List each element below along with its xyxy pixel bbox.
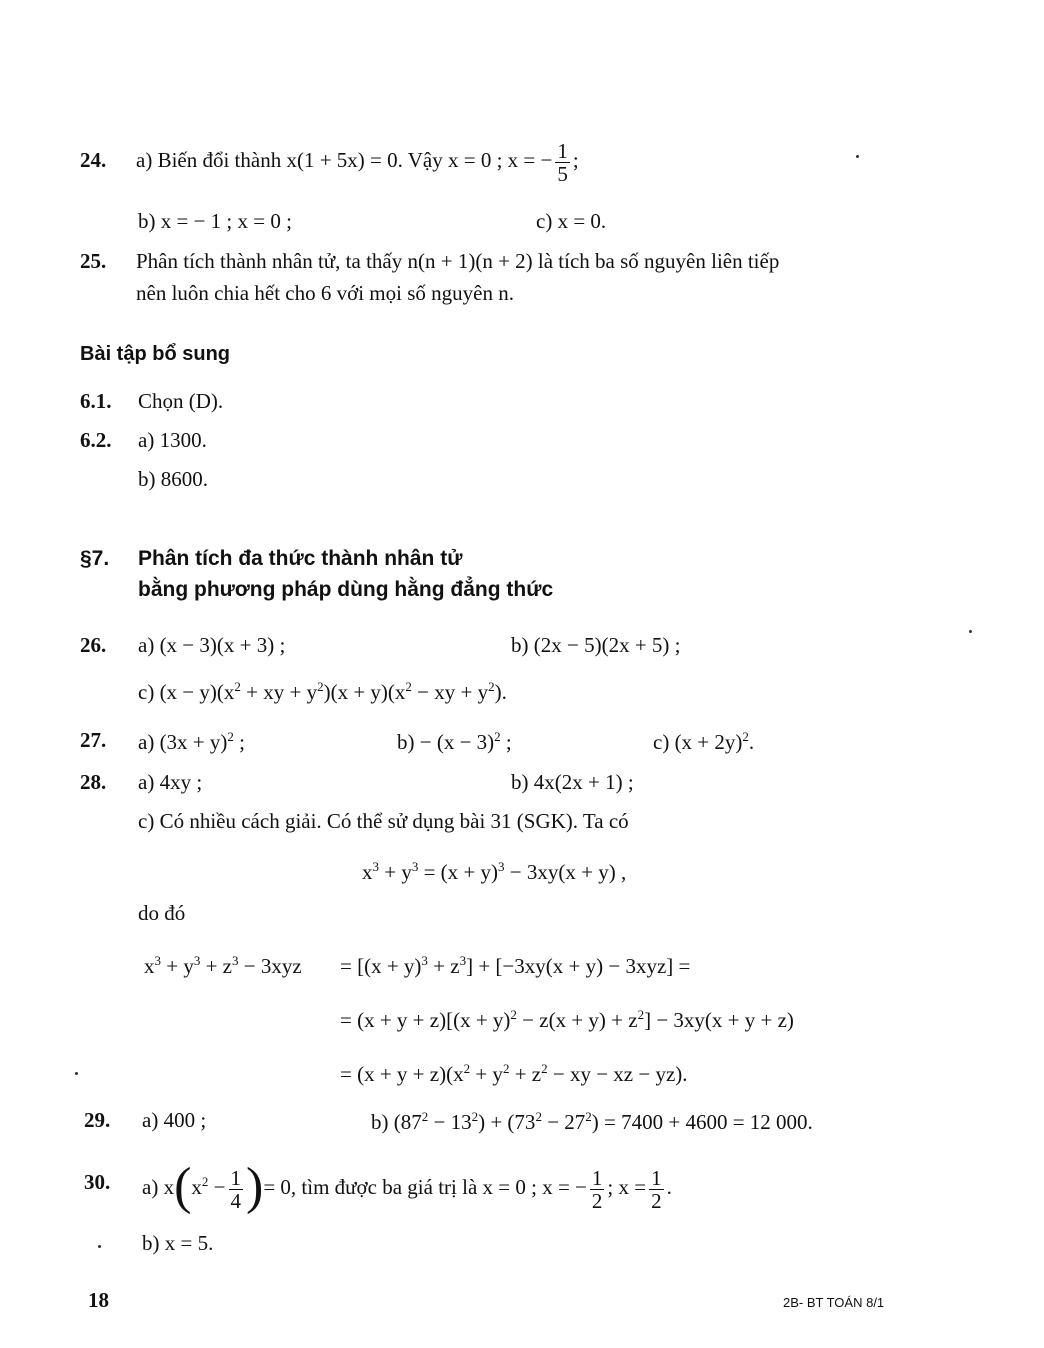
derivation-line-1: = $[(x + y)^3 + z^3] + [-3xy(x + y) - 3xyz]$ =	[340, 953, 691, 978]
exercise-27-c: c) $(x + 2y)^2$.	[653, 729, 755, 754]
scan-speck	[75, 1072, 78, 1075]
item-6-1: Chọn (D).	[138, 389, 224, 413]
exercise-25-number: 25.	[80, 249, 107, 273]
section-number: §7.	[80, 547, 110, 570]
exercise-27-number: 27.	[80, 728, 107, 752]
derivation-line-2: = $(x + y + z)[(x + y)^2 - z(x + y) + z^2] - 3xy(x + y + z)$	[340, 1007, 794, 1032]
do-do-label: do đó	[138, 901, 186, 925]
exercise-30-b: b) x = 5.	[142, 1231, 214, 1255]
right-paren: )	[246, 1158, 264, 1216]
exercise-24-c: c) x = 0.	[536, 209, 607, 233]
fraction-1-4: $\frac{1}{4}$	[230, 1165, 241, 1213]
exercise-28-b: b) 4x(2x + 1) ;	[511, 770, 634, 794]
exercise-28-a: a) 4xy ;	[138, 770, 203, 794]
supplementary-heading: Bài tập bổ sung	[80, 343, 230, 365]
exercise-27-b: $b) - (x - 3)^2$ ;	[397, 729, 512, 754]
scan-speck	[856, 155, 859, 158]
derivation-lhs: $x^3 + y^3 + z^3 - 3xyz$	[144, 953, 302, 978]
exercise-26-number: 26.	[80, 633, 107, 657]
left-paren: (	[174, 1158, 192, 1216]
scan-speck	[98, 1245, 101, 1248]
exercise-29-a: a) 400 ;	[142, 1108, 207, 1132]
exercise-25-line2: nên luôn chia hết cho 6 với mọi số nguyên n.	[136, 281, 514, 305]
exercise-27-a: a) $(3x + y)^2$ ;	[138, 729, 245, 754]
equation-cube-sum: $x^3 + y^3 = (x + y)^3 - 3xy(x + y)$ ,	[362, 859, 627, 884]
page-number: 18	[88, 1288, 109, 1312]
exercise-30-a: a) $x(x^2$ − $\frac{1}{4}$ )= 0, tìm được ba giá trị là x = 0 ; x = − $\frac{1}{2}$ ; x = $\frac{1}{2}$ .	[142, 1158, 672, 1216]
exercise-24-b: b) x = − 1 ; x = 0 ;	[138, 209, 292, 233]
exercise-24-number: 24.	[80, 148, 107, 172]
exercise-24-a: a) Biến đổi thành x(1 + 5x) = 0. Vậy x = 0 ; x = − $\frac{1}{5}$ ;	[136, 138, 579, 186]
item-6-2-number: 6.2.	[80, 428, 112, 452]
fraction-1-2-neg: $\frac{1}{2}$	[591, 1165, 603, 1213]
exercise-26-c: c) $(x - y)(x^2$ + xy + $y^2)(x + y)(x^2$ − xy + $y^2$).	[138, 679, 507, 704]
item-6-2-a: a) 1300.	[138, 428, 207, 452]
exercise-26-a: a) (x − 3)(x + 3) ;	[138, 633, 286, 657]
item-6-1-number: 6.1.	[80, 389, 112, 413]
exercise-28-number: 28.	[80, 770, 107, 794]
fraction-1-5: $\frac{1}{5}$	[557, 138, 568, 186]
exercise-25-line1: Phân tích thành nhân tử, ta thấy n(n + 1)(n + 2) là tích ba số nguyên liên tiếp	[136, 249, 780, 273]
exercise-29-b: b) $(87^2 - 13^2) + (73^2 - 27^2) = 7400 + 4600 = 12$ 000.	[371, 1109, 813, 1134]
derivation-line-3: = $(x + y + z)(x^2 + y^2 + z^2$ − xy − xz − yz).	[340, 1061, 688, 1086]
scan-speck	[969, 630, 972, 633]
exercise-26-b: b) (2x − 5)(2x + 5) ;	[511, 633, 681, 657]
section-title-line1: Phân tích đa thức thành nhân tử	[138, 547, 463, 570]
exercise-30-number: 30.	[84, 1170, 111, 1194]
fraction-1-2-pos: $\frac{1}{2}$	[651, 1165, 662, 1213]
item-6-2-b: b) 8600.	[138, 467, 208, 491]
book-code: 2B- BT TOÁN 8/1	[783, 1295, 885, 1310]
section-title-line2: bằng phương pháp dùng hằng đẳng thức	[138, 578, 554, 601]
exercise-28-c: c) Có nhiều cách giải. Có thể sử dụng bài 31 (SGK). Ta có	[138, 809, 629, 833]
exercise-29-number: 29.	[84, 1108, 111, 1132]
